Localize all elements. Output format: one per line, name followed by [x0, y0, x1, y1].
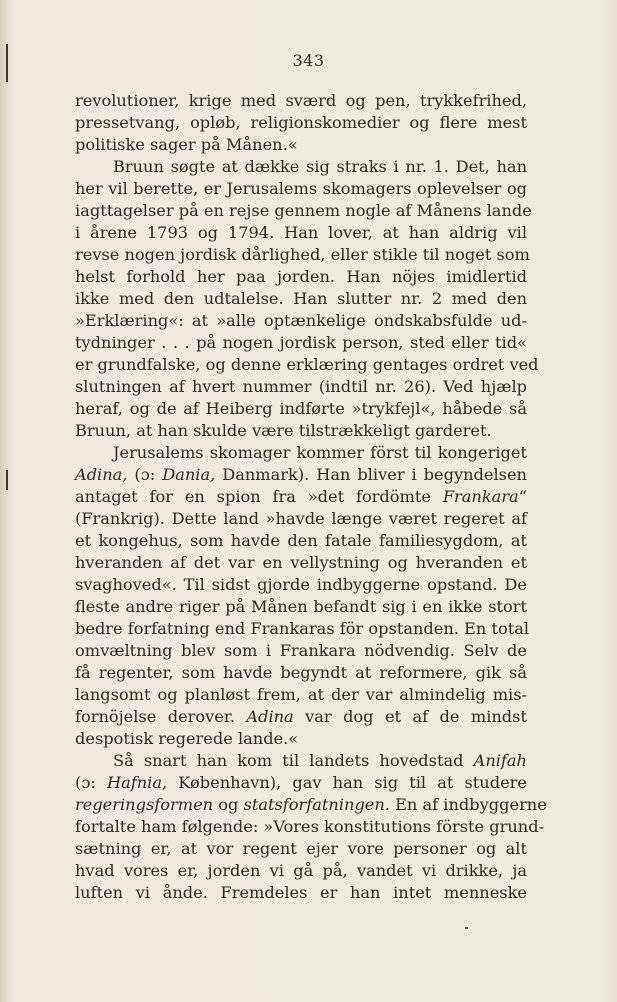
text-segment: ikke med den udtalelse. Han slutter nr. 2 med den — [75, 289, 527, 308]
text-line — [75, 552, 527, 574]
text-line — [75, 530, 527, 552]
text-line — [75, 354, 539, 376]
text-segment: fleste andre riger på Månen befandt sig i en ikke stort — [75, 597, 527, 616]
text-segment: Danmark). Han bliver i begyndelsen — [215, 465, 527, 484]
text-segment: revse nogen jordisk dårlighed, eller stikle til noget som — [75, 245, 530, 264]
text-segment: omvæltning blev som i Frankara nödvendig. Selv de — [75, 641, 527, 660]
text-line — [75, 288, 527, 310]
text-line — [75, 860, 527, 882]
italic-text: Hafnia, — [106, 773, 168, 792]
text-line — [75, 332, 527, 354]
text-segment: tydninger . . . på nogen jordisk person, sted eller tid« — [75, 333, 527, 352]
text-segment: (ɔ: — [75, 773, 107, 792]
text-segment: hvad vores er, jorden vi gå på, vandet vi drikke, ja — [75, 861, 527, 880]
text-line — [75, 90, 527, 112]
text-segment: heraf, og de af Heiberg indførte »trykfejl«, håbede så — [75, 399, 527, 418]
text-line — [75, 398, 527, 420]
text-segment: En af indbyggerne — [389, 795, 547, 814]
text-segment: fornöjelse derover. — [75, 707, 247, 726]
text-line — [75, 244, 530, 266]
body-text — [75, 90, 547, 904]
text-line — [75, 486, 527, 508]
text-line — [75, 662, 527, 684]
text-line — [75, 112, 527, 134]
italic-text: Anifah — [473, 751, 527, 770]
text-segment: despotisk regerede lande.« — [75, 729, 299, 748]
text-line — [75, 310, 527, 332]
paper-speck — [465, 927, 468, 929]
text-line — [75, 882, 527, 904]
text-line — [75, 574, 527, 596]
text-segment: pressetvang, opløb, religionskomedier og flere mest — [75, 113, 527, 132]
edge-mark — [6, 470, 8, 490]
text-segment: (ɔ: — [127, 465, 163, 484]
page-binding-edge — [0, 0, 9, 1002]
text-line — [75, 376, 527, 398]
italic-text: Frankara — [442, 487, 519, 506]
text-segment: antaget for en spion fra »det fordömte — [75, 487, 443, 506]
text-segment: iagttagelser på en rejse gennem nogle af Månens lande — [75, 201, 532, 220]
text-segment: hveranden af det var en vellystning og hveranden et — [75, 553, 527, 572]
text-segment: Jerusalems skomager kommer först til kongeriget — [113, 443, 527, 462]
text-line — [75, 618, 530, 640]
text-segment: var dog et af de mindst — [293, 707, 527, 726]
text-segment: politiske sager på Månen.« — [75, 135, 298, 154]
text-line — [75, 200, 532, 222]
text-line — [75, 508, 527, 530]
text-segment: revolutioner, krige med sværd og pen, trykkefrihed, — [75, 91, 527, 110]
italic-text: regeringsformen — [75, 795, 214, 814]
italic-text: statsforfatningen. — [243, 795, 390, 814]
text-line — [75, 750, 527, 772]
text-line — [75, 684, 527, 706]
text-line — [75, 728, 527, 750]
text-segment: helst forhold her paa jorden. Han nöjes imidlertid — [75, 267, 527, 286]
text-line — [75, 794, 547, 816]
text-segment: langsomt og planløst frem, at der var almindelig mis- — [75, 685, 527, 704]
text-segment: Bruun, at han skulde være tilstrækkeligt garderet. — [75, 421, 492, 440]
text-segment: bedre forfatning end Frankaras för opstanden. En total — [75, 619, 530, 638]
text-segment: her vil berette, er Jerusalems skomagers oplevelser og — [75, 179, 527, 198]
text-line — [75, 178, 527, 200]
text-segment: Bruun søgte at dække sig straks i nr. 1. Det, han — [113, 157, 527, 176]
text-segment: slutningen af hvert nummer (indtil nr. 26). Ved hjælp — [75, 377, 527, 396]
text-line — [75, 596, 527, 618]
text-segment: København), gav han sig til at studere — [167, 773, 527, 792]
text-line — [75, 442, 527, 464]
italic-text: Adina — [246, 707, 294, 726]
text-segment: i årene 1793 og 1794. Han lover, at han aldrig vil — [75, 223, 527, 242]
text-line — [75, 420, 527, 442]
text-segment: luften vi ånde. Fremdeles er han intet menneske — [75, 883, 527, 902]
text-segment: Så snart han kom til landets hovedstad — [113, 751, 474, 770]
text-line — [75, 706, 527, 728]
text-segment: er grundfalske, og denne erklæring gentages ordret ved — [75, 355, 539, 374]
text-line — [75, 464, 527, 486]
text-line — [75, 266, 527, 288]
text-line — [75, 838, 527, 860]
text-line — [75, 640, 527, 662]
text-segment: få regenter, som havde begyndt at reformere, gik så — [75, 663, 527, 682]
text-segment: og — [213, 795, 244, 814]
text-line — [75, 816, 545, 838]
text-segment: “ — [518, 487, 527, 506]
text-line — [75, 134, 527, 156]
text-segment: fortalte ham følgende: »Vores konstitutions förste grund- — [75, 817, 545, 836]
page-number: 343 — [292, 51, 325, 70]
text-segment: svaghoved«. Til sidst gjorde indbyggerne opstand. De — [75, 575, 527, 594]
text-line — [75, 222, 527, 244]
text-line — [75, 156, 527, 178]
italic-text: Adina, — [75, 465, 128, 484]
text-line — [75, 772, 527, 794]
italic-text: Dania, — [162, 465, 216, 484]
text-segment: »Erklæring«: at »alle optænkelige ondskabsfulde ud- — [75, 311, 527, 330]
text-segment: et kongehus, som havde den fatale familiesygdom, at — [75, 531, 527, 550]
text-segment: sætning er, at vor regent ejer vore personer og alt — [75, 839, 527, 858]
text-segment: (Frankrig). Dette land »havde længe været regeret af — [75, 509, 527, 528]
